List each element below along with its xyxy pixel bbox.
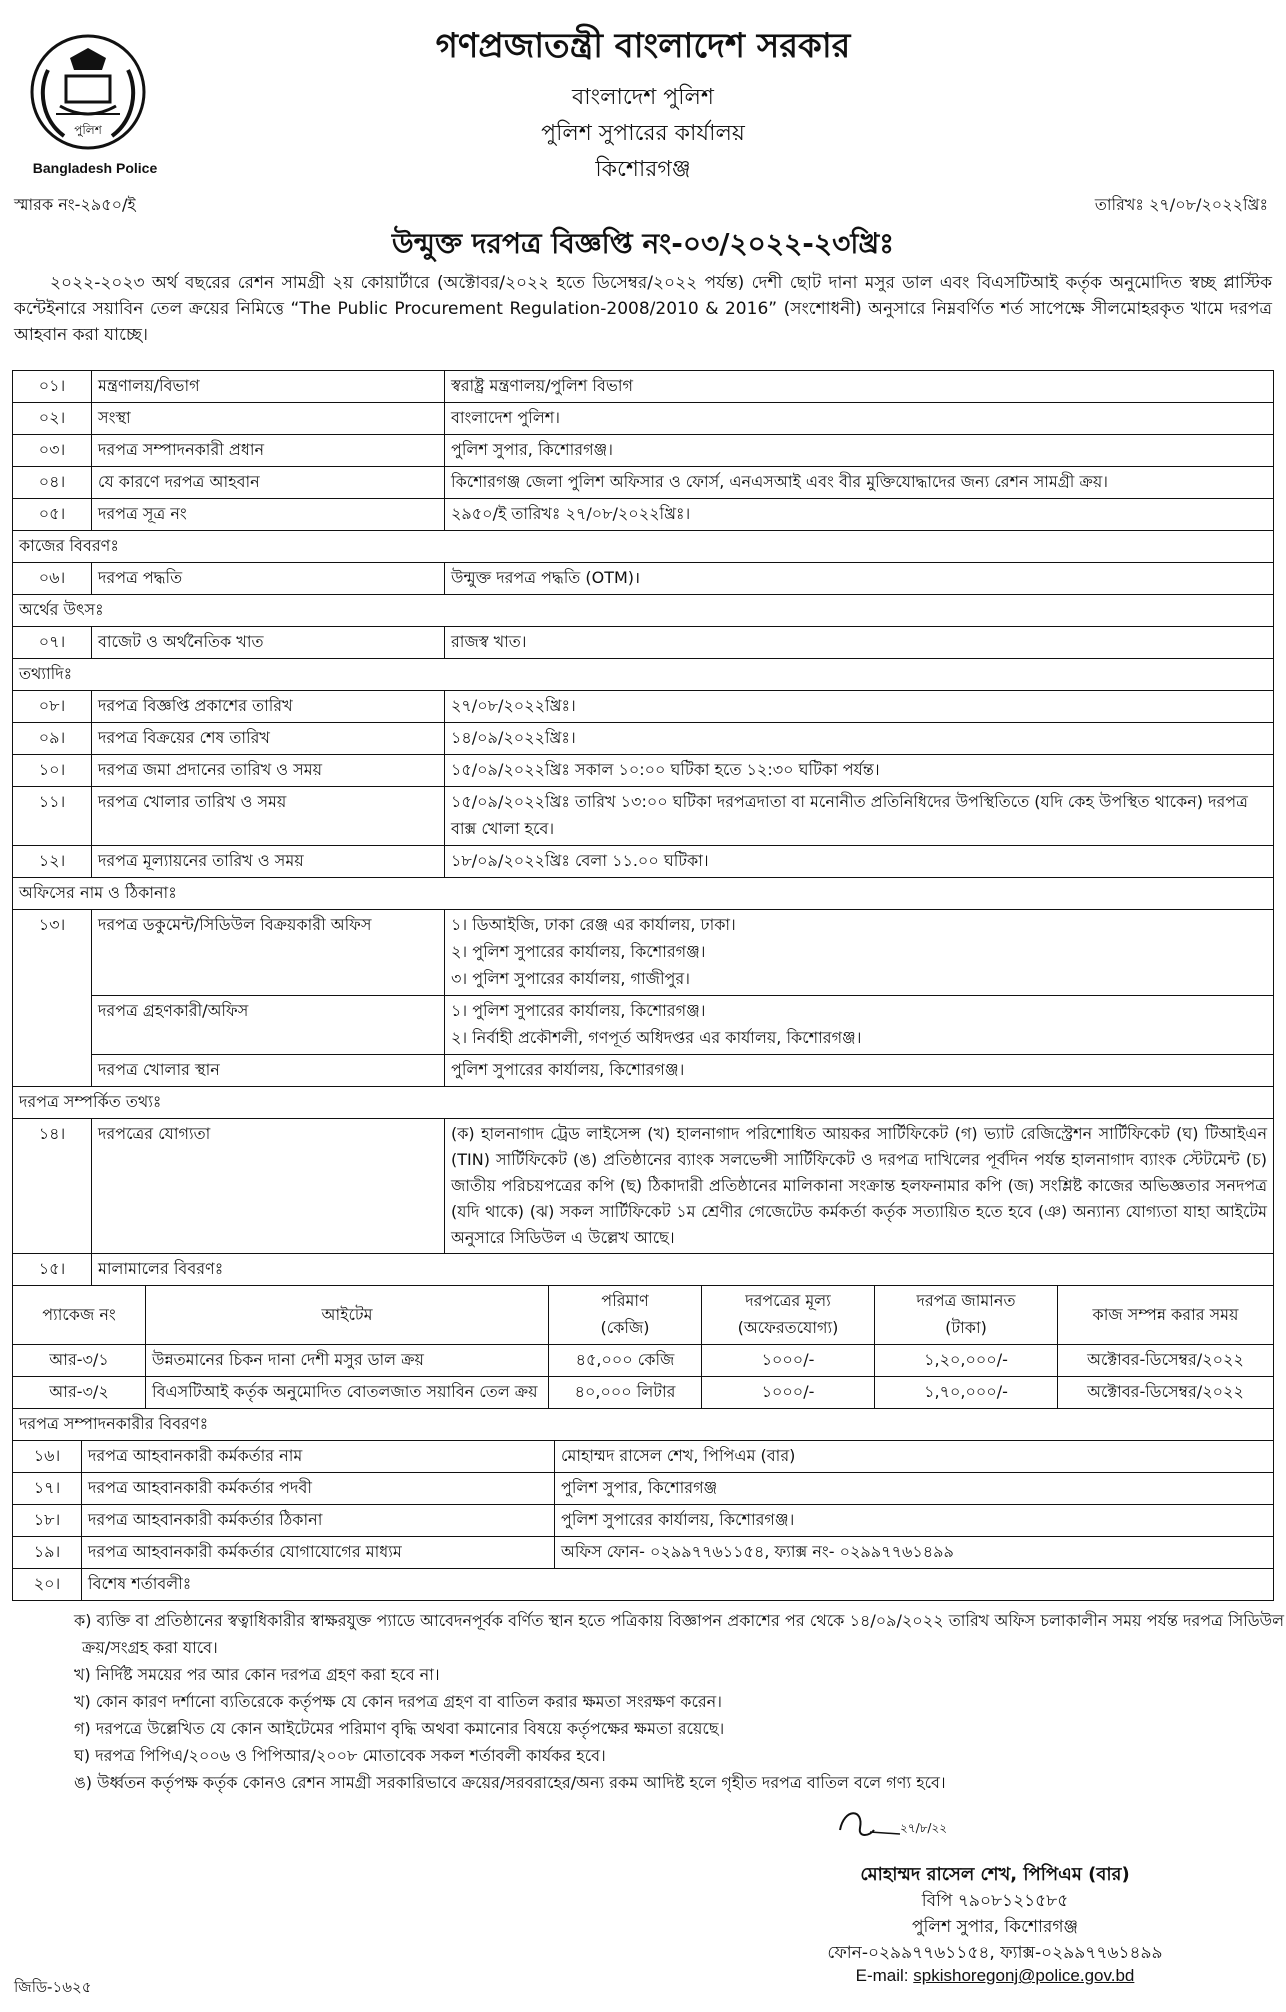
table-row: ০২। সংস্থা বাংলাদেশ পুলিশ। [13, 403, 1274, 435]
signatory-bp: বিপি ৭৯০৮১২১৫৮৫ [921, 1891, 1069, 1911]
table-row: আর-৩/১ উন্নতমানের চিকন দানা দেশী মসুর ডাল ক্রয় ৪৫,০০০ কেজি ১০০০/- ১,২০,০০০/- অক্টোবর-ডিসেম্বর/২০২২ [13, 1345, 1274, 1377]
condition-item: খ) নির্দিষ্ট সময়ের পর আর কোন দরপত্র গ্রহণ করা হবে না। [74, 1665, 440, 1684]
special-conditions [26, 1601, 1284, 1796]
table-row: দরপত্র গ্রহণকারী/অফিস ১। পুলিশ সুপারের কার্যালয়, কিশোরগঞ্জ। ২। নির্বাহী প্রকৌশলী, গণপূর্ত অধিদপ্তর এর কার্যালয়, কিশোরগঞ্জ। [13, 996, 1274, 1055]
table-row: ০৪। যে কারণে দরপত্র আহবান কিশোরগঞ্জ জেলা পুলিশ অফিসার ও ফোর্স, এনএসআই এবং বীর মুক্তিযোদ্ধাদের জন্য রেশন সামগ্রী ক্রয়। [13, 467, 1274, 499]
government-title: গণপ্রজাতন্ত্রী বাংলাদেশ সরকার [435, 26, 851, 66]
table-row: ০৯। দরপত্র বিক্রয়ের শেষ তারিখ ১৪/০৯/২০২২খ্রিঃ। [13, 723, 1274, 755]
notice-date: তারিখঃ ২৭/০৮/২০২২খ্রিঃ [1094, 195, 1268, 214]
signatory-phone: ফোন-০২৯৯৭৭৬১১৫৪, ফ্যাক্স-০২৯৯৭৭৬১৪৯৯ [827, 1943, 1163, 1963]
logo-caption: Bangladesh Police [32, 160, 158, 176]
table-row: ১৭। দরপত্র আহবানকারী কর্মকর্তার পদবী পুলিশ সুপার, কিশোরগঞ্জ [13, 1473, 1274, 1505]
table-row: ২০। বিশেষ শর্তাবলীঃ [13, 1569, 1274, 1601]
section-heading: দরপত্র সম্পাদনকারীর বিবরণঃ [13, 1409, 1274, 1441]
email-label: E-mail: [855, 1966, 909, 1985]
signatory-name: মোহাম্মদ রাসেল শেখ, পিপিএম (বার) [860, 1864, 1130, 1885]
table-row: ১৮। দরপত্র আহবানকারী কর্মকর্তার ঠিকানা পুলিশ সুপারের কার্যালয়, কিশোরগঞ্জ। [13, 1505, 1274, 1537]
officer-table [12, 1408, 1274, 1601]
section-heading: দরপত্র সম্পর্কিত তথ্যঃ [13, 1087, 1274, 1119]
table-row: ১২। দরপত্র মূল্যায়নের তারিখ ও সময় ১৮/০৯/২০২২খ্রিঃ বেলা ১১.০০ ঘটিকা। [13, 846, 1274, 878]
table-row: ১৪। দরপত্রের যোগ্যতা (ক) হালনাগাদ ট্রেড লাইসেন্স (খ) হালনাগাদ পরিশোধিত আয়কর সার্টিফিকেট (গ) ভ্যাট রেজিস্ট্রেশন সার্টিফিকেট (ঘ) টিআইএন (TIN) সার্টিফিকেট (ঙ) প্রতিষ্ঠানের ব্যাংক সলভেন্সী সার্টিফিকেট ও দরপত্র দাখিলের পূর্বদিন পর্যন্ত হালনাগাদ ব্যাংক স্টেটমেন্ট (চ) জাতীয় পরিচয়পত্রের কপি (ছ) ঠিকাদারী প্রতিষ্ঠানের মালিকানা সংক্রান্ত হলফনামার কপি (জ) সংশ্লিষ্ট কাজের অভিজ্ঞতার সনদপত্র (যদি থাকে) (ঝ) সকল সার্টিফিকেট ১ম শ্রেণীর গেজেটেড কর্মকর্তা কর্তৃক সত্যায়িত হতে হবে (ঞ) অন্যান্য যোগ্যতা যাহা আইটেম অনুসারে সিডিউল এ উল্লেখ আছে। [13, 1119, 1274, 1254]
section-heading: অফিসের নাম ও ঠিকানাঃ [13, 878, 1274, 910]
condition-item: গ) দরপত্রে উল্লেখিত যে কোন আইটেমের পরিমাণ বৃদ্ধি অথবা কমানোর বিষয়ে কর্তৃপক্ষের ক্ষমতা রয়েছে। [74, 1719, 725, 1738]
table-row: ১৫। মালামালের বিবরণঃ [13, 1254, 1274, 1286]
table-row: ১৯। দরপত্র আহবানকারী কর্মকর্তার যোগাযোগের মাধ্যম অফিস ফোন- ০২৯৯৭৭৬১১৫৪, ফ্যাক্স নং- ০২৯৯৭৭৬১৪৯৯ [13, 1537, 1274, 1569]
signatory-designation: পুলিশ সুপার, কিশোরগঞ্জ [912, 1917, 1078, 1937]
memo-number: স্মারক নং-২৯৫০/ই [14, 195, 136, 214]
section-heading: অর্থের উৎসঃ [13, 595, 1274, 627]
signatory-email-line [700, 1966, 1286, 1986]
table-row: ১৬। দরপত্র আহবানকারী কর্মকর্তার নাম মোহাম্মদ রাসেল শেখ, পিপিএম (বার) [13, 1441, 1274, 1473]
condition-item: খ) কোন কারণ দর্শানো ব্যতিরেকে কর্তৃপক্ষ যে কোন দরপত্র গ্রহণ বা বাতিল করার ক্ষমতা সংরক্ষণ করেন। [74, 1692, 722, 1711]
condition-item: ঘ) দরপত্র পিপিএ/২০০৬ ও পিপিআর/২০০৮ মোতাবেক সকল শর্তাবলী কার্যকর হবে। [74, 1746, 606, 1765]
gd-number: জিডি-১৬২৫ [14, 1978, 92, 1996]
email-link[interactable]: spkishoregonj@police.gov.bd [913, 1966, 1135, 1985]
table-row: ০৬। দরপত্র পদ্ধতি উন্মুক্ত দরপত্র পদ্ধতি (OTM)। [13, 563, 1274, 595]
items-table: প্যাকেজ নং আইটেম পরিমাণ (কেজি) দরপত্রের মূল্য (অফেরতযোগ্য) দরপত্র জামানত (টাকা) কাজ সম্পন্ন করার সময় আর-৩/১ উন্নতমানের চিকন দানা দেশী মসুর ডাল ক্রয় ৪৫,০০০ কেজি ১০০০/- ১,২০,০০০/- অক্টোবর-ডিসেম্বর/২০২২ আর-৩/২ বিএসটিআই কর্তৃক অনুমোদিত বোতলজাত সয়াবিন তেল ক্রয় ৪০,০০০ লিটার ১০০০/- ১,৭০,০০০/- অক্টোবর-ডিসেম্বর/২০২২ [12, 1285, 1274, 1409]
table-row: দরপত্র খোলার স্থান পুলিশ সুপারের কার্যালয়, কিশোরগঞ্জ। [13, 1055, 1274, 1087]
condition-item: ঙ) উর্ধ্বতন কর্তৃপক্ষ কর্তৃক কোনও রেশন সামগ্রী সরকারিভাবে ক্রয়ের/সরবরাহের/অন্য রকম আদিষ্ট হলে গৃহীত দরপত্র বাতিল বলে গণ্য হবে। [74, 1773, 946, 1792]
signature-date: ২৭/৮/২২ [900, 1821, 948, 1835]
table-row: ১০। দরপত্র জমা প্রদানের তারিখ ও সময় ১৫/০৯/২০২২খ্রিঃ সকাল ১০:০০ ঘটিকা হতে ১২:৩০ ঘটিকা পর্যন্ত। [13, 755, 1274, 787]
table-row: ০৭। বাজেট ও অর্থনৈতিক খাত রাজস্ব খাত। [13, 627, 1274, 659]
emblem-text: পুলিশ [74, 123, 102, 137]
notice-title: উন্মুক্ত দরপত্র বিজ্ঞপ্তি নং-০৩/২০২২-২৩খ্রিঃ [391, 227, 895, 260]
district-name: কিশোরগঞ্জ [595, 157, 691, 182]
condition-item: ক) ব্যক্তি বা প্রতিষ্ঠানের স্বত্বাধিকারীর স্বাক্ষরযুক্ত প্যাডে আবেদনপূর্বক বর্ণিত স্থান হতে পত্রিকায় বিজ্ঞাপন প্রকাশের পর থেকে ১৪/০৯/২০২২ তারিখ অফিস চলাকালীন সময় পর্যন্ত দরপত্র সিডিউল ক্রয়/সংগ্রহ করা যাবে। [74, 1611, 1284, 1657]
section-heading: কাজের বিবরণঃ [13, 531, 1274, 563]
table-row: ০৫। দরপত্র সূত্র নং ২৯৫০/ই তারিখঃ ২৭/০৮/২০২২খ্রিঃ। [13, 499, 1274, 531]
intro-paragraph: ২০২২-২০২৩ অর্থ বছরের রেশন সামগ্রী ২য় কোয়ার্টারে (অক্টোবর/২০২২ হতে ডিসেম্বর/২০২২ পর্যন্ত) দেশী ছোট দানা মসুর ডাল এবং বিএসটিআই কর্তৃক অনুমোদিত স্বচ্ছ প্লাস্টিক কন্টেইনারে সয়াবিন তেল ক্রয়ের নিমিত্তে “The Public Procurement Regulation-2008/2010 & 2016” (সংশোধনী) অনুসারে নিম্নবর্ণিত শর্ত সাপেক্ষে সীলমোহরকৃত খামে দরপত্র আহবান করা যাচ্ছে। [14, 273, 1272, 345]
tender-details-table [12, 370, 1284, 1796]
department-name: বাংলাদেশ পুলিশ [572, 85, 714, 110]
office-name: পুলিশ সুপারের কার্যালয় [541, 121, 745, 146]
table-row: ০১। মন্ত্রণালয়/বিভাগ স্বরাষ্ট্র মন্ত্রণালয়/পুলিশ বিভাগ [13, 371, 1274, 403]
table-row: ০৮। দরপত্র বিজ্ঞপ্তি প্রকাশের তারিখ ২৭/০৮/২০২২খ্রিঃ। [13, 691, 1274, 723]
table-row: আর-৩/২ বিএসটিআই কর্তৃক অনুমোদিত বোতলজাত সয়াবিন তেল ক্রয় ৪০,০০০ লিটার ১০০০/- ১,৭০,০০০/- অক্টোবর-ডিসেম্বর/২০২২ [13, 1377, 1274, 1409]
table-row: ১৩। দরপত্র ডকুমেন্ট/সিডিউল বিক্রয়কারী অফিস ১। ডিআইজি, ঢাকা রেঞ্জ এর কার্যালয়, ঢাকা। ২। পুলিশ সুপারের কার্যালয়, কিশোরগঞ্জ। ৩। পুলিশ সুপারের কার্যালয়, গাজীপুর। [13, 910, 1274, 996]
table-row: ১১। দরপত্র খোলার তারিখ ও সময় ১৫/০৯/২০২২খ্রিঃ তারিখ ১৩:০০ ঘটিকা দরপত্রদাতা বা মনোনীত প্রতিনিধিদের উপস্থিতিতে (যদি কেহ উপস্থিত থাকেন) দরপত্র বাক্স খোলা হবে। [13, 787, 1274, 846]
table-row: ০৩। দরপত্র সম্পাদনকারী প্রধান পুলিশ সুপার, কিশোরগঞ্জ। [13, 435, 1274, 467]
section-heading: তথ্যাদিঃ [13, 659, 1274, 691]
